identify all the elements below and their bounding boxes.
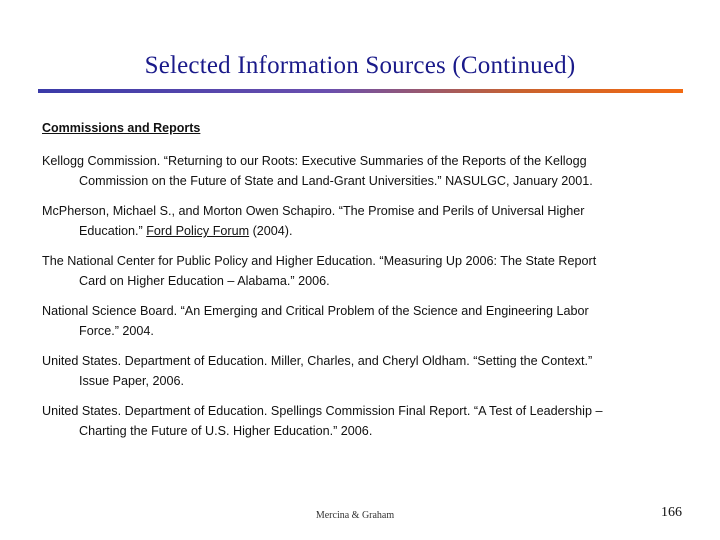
reference-item (42, 201, 682, 241)
footer-authors: Mercina & Graham (315, 510, 395, 521)
publication-title: Ford Policy Forum (146, 224, 250, 238)
reference-item (42, 301, 682, 341)
reference-line-continued: Force.” 2004. (79, 324, 154, 338)
reference-line: The National Center for Public Policy and Higher Education. “Measuring Up 2006: The State Report (42, 254, 597, 268)
reference-line-continued (42, 221, 682, 241)
reference-line: McPherson, Michael S., and Morton Owen Schapiro. “The Promise and Perils of Universal Higher (42, 204, 585, 218)
reference-text: (2004). (249, 224, 293, 238)
reference-item (42, 151, 682, 191)
reference-line-continued: Card on Higher Education – Alabama.” 2006. (79, 274, 330, 288)
page-number: 166 (661, 505, 682, 520)
reference-item (42, 351, 682, 391)
section-heading: Commissions and Reports (42, 121, 201, 135)
reference-line-continued: Issue Paper, 2006. (79, 374, 185, 388)
reference-line: United States. Department of Education. Miller, Charles, and Cheryl Oldham. “Setting the Context.” (42, 354, 593, 368)
slide-title: Selected Information Sources (Continued) (144, 52, 576, 79)
reference-item (42, 401, 682, 441)
reference-line: United States. Department of Education. Spellings Commission Final Report. “A Test of Leadership – (42, 404, 603, 418)
reference-line-continued: Commission on the Future of State and Land-Grant Universities.” NASULGC, January 2001. (79, 174, 593, 188)
reference-line-continued: Charting the Future of U.S. Higher Education.” 2006. (79, 424, 373, 438)
title-divider (38, 89, 683, 93)
reference-line: National Science Board. “An Emerging and Critical Problem of the Science and Engineering Labor (42, 304, 589, 318)
reference-text: Education.” (79, 224, 147, 238)
reference-item (42, 251, 682, 291)
reference-line: Kellogg Commission. “Returning to our Roots: Executive Summaries of the Reports of the Kellogg (42, 154, 587, 168)
